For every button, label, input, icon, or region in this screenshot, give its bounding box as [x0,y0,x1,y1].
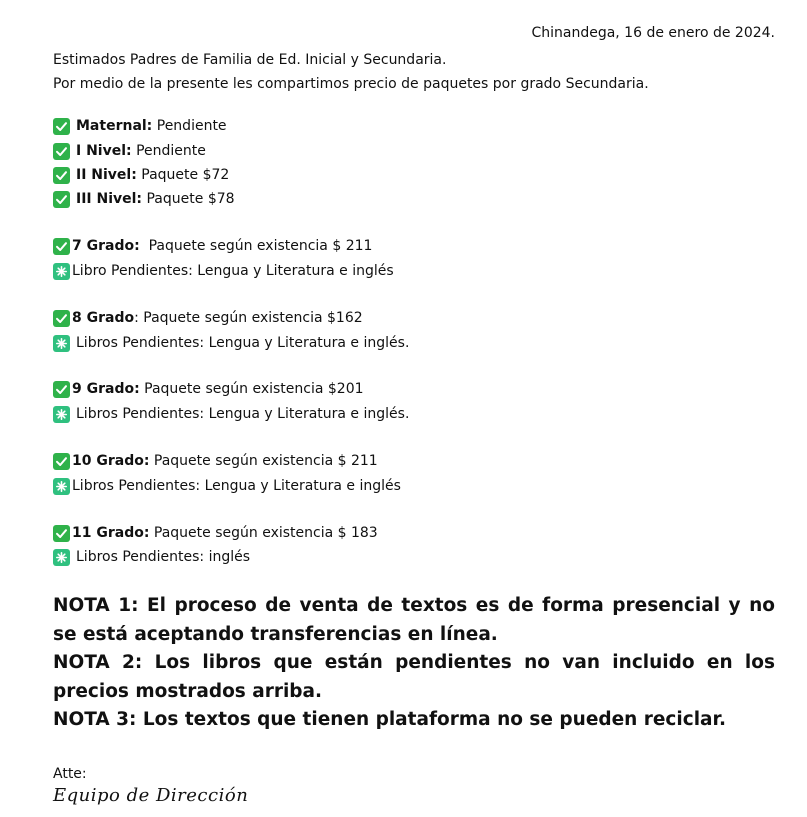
notes-section [53,592,775,735]
closing-text: Atte: [53,766,87,782]
level-item-maternal [53,114,227,138]
grade-item-8 [53,306,363,330]
level-value: Paquete $72 [136,167,230,183]
grade-label: 8 Grado [72,310,135,326]
grade-label: 11 Grado: [72,525,150,541]
note-1: NOTA 1: El proceso de venta de textos es de forma presencial y no se está aceptando transferencias en línea. [53,595,775,645]
grade-pending-9 [53,402,409,426]
level-value: Pendiente [152,118,227,134]
grade-value: Paquete según existencia $ 183 [149,525,378,541]
level-label: III Nivel: [76,191,143,207]
grade-pending-7 [53,259,394,283]
level-label: Maternal: [76,118,153,134]
grade-pending-8 [53,331,409,355]
level-label: II Nivel: [76,167,137,183]
check-mark-icon [53,310,70,327]
check-mark-icon [53,453,70,470]
pending-books-text: Libros Pendientes: Lengua y Literatura e inglés. [76,406,410,422]
grade-item-9 [53,377,364,401]
grade-label: 10 Grado: [72,453,150,469]
grade-label: 9 Grado: [72,381,140,397]
grade-pending-11 [53,545,250,569]
level-item-i-nivel [53,139,206,163]
grade-item-10 [53,449,378,473]
grade-item-11 [53,521,378,545]
check-mark-icon [53,238,70,255]
grade-value: Paquete según existencia $ 211 [139,238,373,254]
level-label: I Nivel: [76,143,132,159]
pending-books-text: Libro Pendientes: Lengua y Literatura e inglés [72,263,394,279]
level-item-ii-nivel [53,163,229,187]
level-value: Pendiente [131,143,206,159]
check-mark-icon [53,525,70,542]
signature-text: Equipo de Dirección [53,785,249,806]
level-item-iii-nivel [53,187,235,211]
grade-value: : Paquete según existencia $162 [134,310,363,326]
sparkle-icon [53,335,70,352]
sparkle-icon [53,478,70,495]
note-3: NOTA 3: Los textos que tienen plataforma no se pueden reciclar. [53,709,727,730]
pending-books-text: Libros Pendientes: inglés [76,549,251,565]
sparkle-icon [53,406,70,423]
grade-value: Paquete según existencia $201 [139,381,364,397]
check-mark-icon [53,381,70,398]
grade-pending-10 [53,474,401,498]
check-mark-icon [53,118,70,135]
sparkle-icon [53,263,70,280]
intro-line: Por medio de la presente les compartimos precio de paquetes por grado Secundaria. [53,76,649,92]
grade-label: 7 Grado: [72,238,140,254]
pending-books-text: Libros Pendientes: Lengua y Literatura e inglés. [76,335,410,351]
check-mark-icon [53,167,70,184]
grade-item-7 [53,234,372,258]
grade-value: Paquete según existencia $ 211 [149,453,378,469]
check-mark-icon [53,143,70,160]
level-value: Paquete $78 [142,191,235,207]
note-2: NOTA 2: Los libros que están pendientes no van incluido en los precios mostrados arriba. [53,652,775,702]
greeting-line: Estimados Padres de Familia de Ed. Inicial y Secundaria. [53,52,447,68]
sparkle-icon [53,549,70,566]
pending-books-text: Libros Pendientes: Lengua y Literatura e inglés [72,478,401,494]
check-mark-icon [53,191,70,208]
letter-date: Chinandega, 16 de enero de 2024. [531,25,775,41]
letter-intro [53,48,649,96]
